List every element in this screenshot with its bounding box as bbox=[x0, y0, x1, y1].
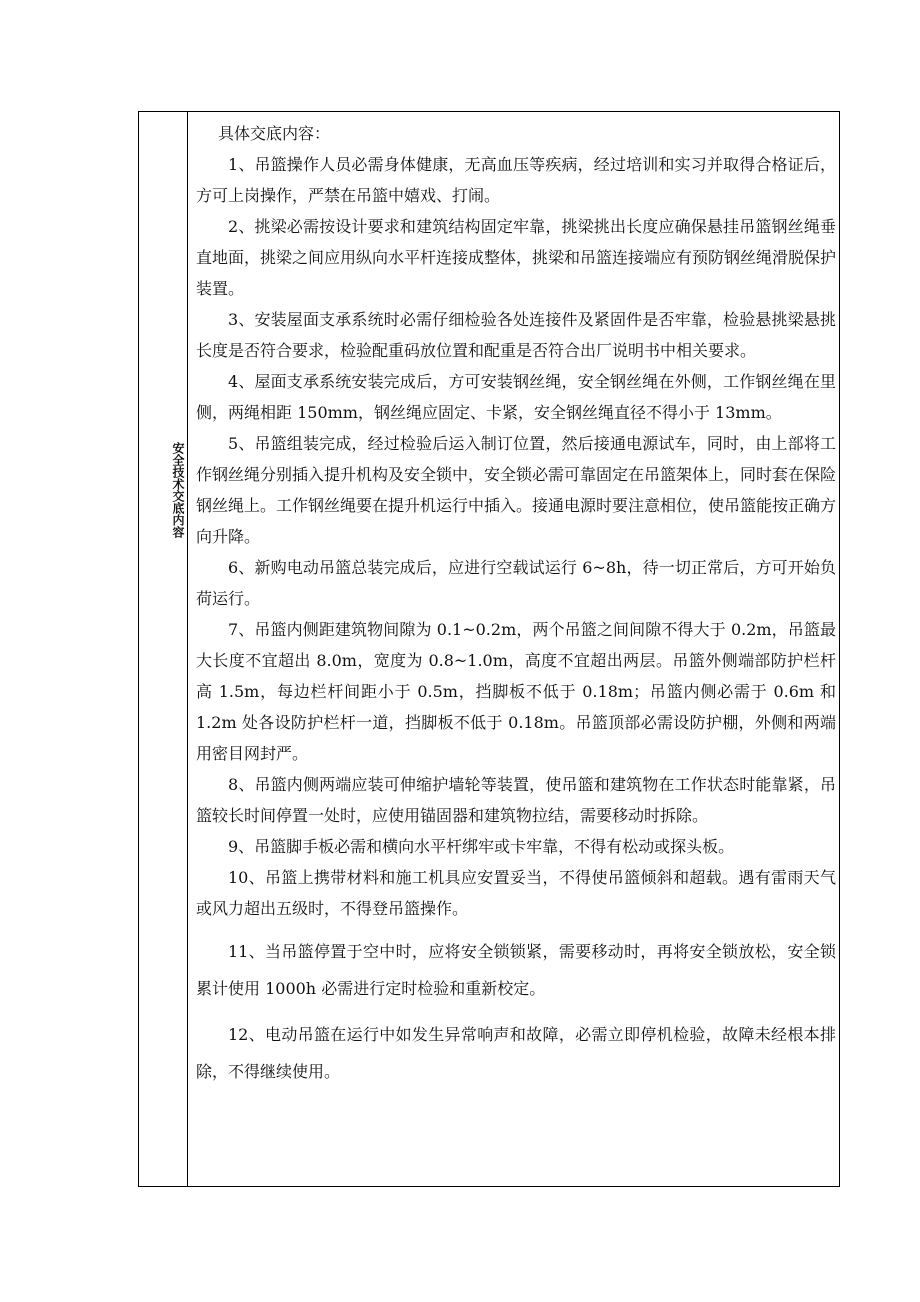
item-3: 3、安装屋面支承系统时必需仔细检验各处连接件及紧固件是否牢靠，检验悬挑梁悬挑长度是否符合要求，检验配重码放位置和配重是否符合出厂说明书中相关要求。 bbox=[196, 310, 836, 360]
item-11: 11、当吊篮停置于空中时，应将安全锁锁紧，需要移动时，再将安全锁放松，安全锁累计使用 1000h 必需进行定时检验和重新校定。 bbox=[196, 942, 836, 998]
item-2: 2、挑梁必需按设计要求和建筑结构固定牢靠，挑梁挑出长度应确保悬挂吊篮钢丝绳垂直地面，挑梁之间应用纵向水平杆连接成整体，挑梁和吊篮连接端应有预防钢丝绳滑脱保护装置。 bbox=[196, 217, 837, 298]
item-4: 4、屋面支承系统安装完成后，方可安装钢丝绳，安全钢丝绳在外侧，工作钢丝绳在里侧，两绳相距 150mm，钢丝绳应固定、卡紧，安全钢丝绳直径不得小于 13mm。 bbox=[196, 372, 836, 422]
item-5: 5、吊篮组装完成，经过检验后运入制订位置，然后接通电源试车，同时，由上部将工作钢丝绳分别插入提升机构及安全锁中，安全锁必需可靠固定在吊篮架体上，同时套在保险钢丝绳上。工作钢丝绳要在提升机运行中插入。接通电源时要注意相位，使吊篮能按正确方向升降。 bbox=[196, 434, 837, 546]
column-divider bbox=[187, 112, 188, 1186]
item-1: 1、吊篮操作人员必需身体健康，无高血压等疾病，经过培训和实习并取得合格证后，方可上岗操作，严禁在吊篮中嬉戏、打闹。 bbox=[196, 155, 836, 205]
content-cell bbox=[196, 118, 836, 1090]
content-heading: 具体交底内容： bbox=[218, 124, 331, 143]
side-label-cell bbox=[139, 442, 187, 538]
disclosure-table bbox=[138, 111, 840, 1187]
item-7: 7、吊篮内侧距建筑物间隙为 0.1~0.2m，两个吊篮之间间隙不得大于 0.2m，吊篮最大长度不宜超出 8.0m，宽度为 0.8~1.0m，高度不宜超出两层。吊篮外侧端部防护栏杆高 1.5m，每边栏杆间距小于 0.5m，挡脚板不低于 0.18m；吊篮内侧必需于 0.6m 和 1.2m 处各设防护栏杆一道，挡脚板不低于 0.18m。吊篮顶部必需设防护棚，外侧和两端用密目网封严。 bbox=[196, 620, 836, 763]
item-9: 9、吊篮脚手板必需和横向水平杆绑牢或卡牢靠，不得有松动或探头板。 bbox=[228, 837, 735, 856]
item-6: 6、新购电动吊篮总装完成后，应进行空载试运行 6~8h，待一切正常后，方可开始负荷运行。 bbox=[196, 558, 836, 608]
side-label: 安全技术交底内容 bbox=[171, 442, 185, 538]
item-8: 8、吊篮内侧两端应装可伸缩护墙轮等装置，使吊篮和建筑物在工作状态时能靠紧，吊篮较长时间停置一处时，应使用锚固器和建筑物拉结，需要移动时拆除。 bbox=[196, 775, 836, 825]
item-10: 10、吊篮上携带材料和施工机具应安置妥当，不得使吊篮倾斜和超载。遇有雷雨天气或风力超出五级时，不得登吊篮操作。 bbox=[196, 868, 836, 918]
item-12: 12、电动吊篮在运行中如发生异常响声和故障，必需立即停机检验，故障未经根本排除，不得继续使用。 bbox=[196, 1025, 836, 1081]
